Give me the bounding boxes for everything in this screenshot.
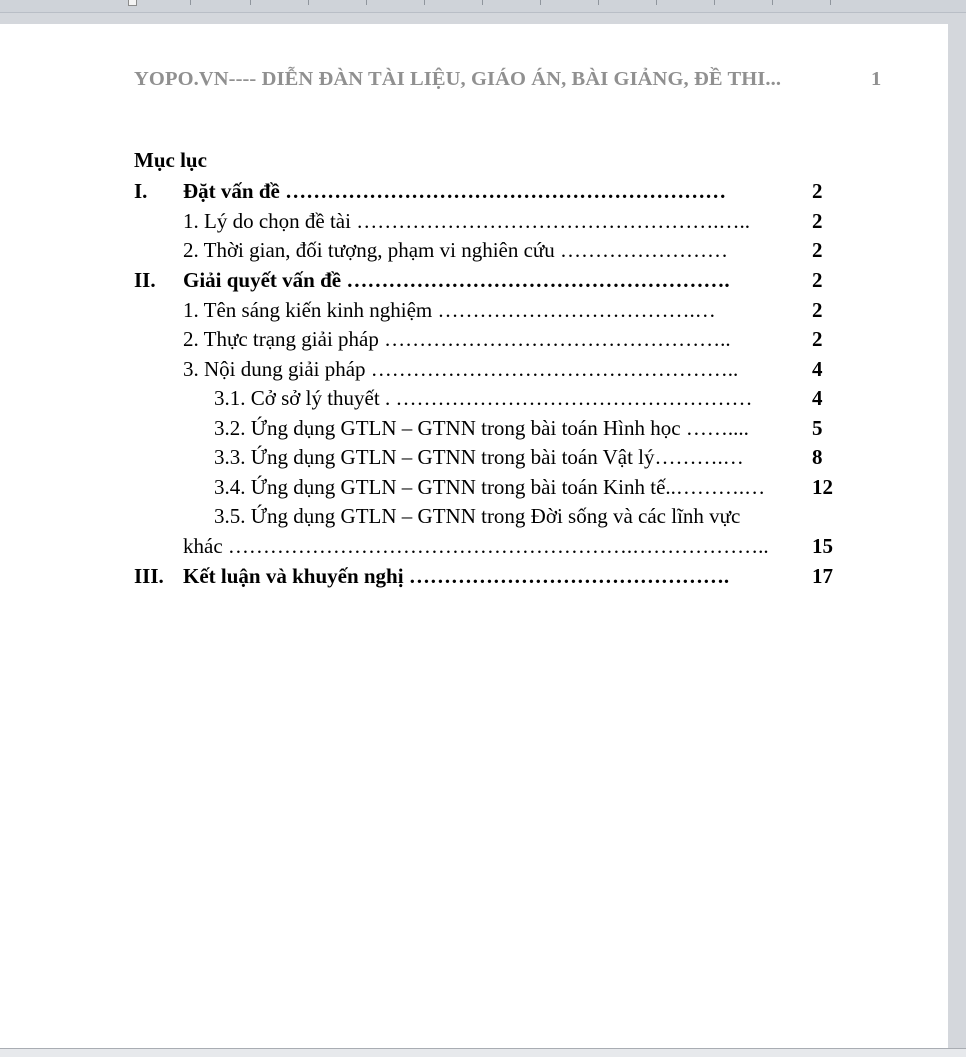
toc-entry-page: 2 <box>812 209 823 233</box>
toc-entry-co-so-ly-thuyet[interactable] <box>134 386 854 416</box>
toc-entry-text: 3.5. Ứng dụng GTLN – GTNN trong Đời sống và các lĩnh vực <box>214 504 741 528</box>
toc-entry-text: 2. Thời gian, đối tượng, phạm vi nghiên cứu …………………… <box>183 238 729 262</box>
toc-entry-text: khác ………………………………………………….……………….. <box>183 534 769 558</box>
ruler-tick <box>540 0 541 5</box>
toc-heading: Mục lục <box>134 148 207 172</box>
toc-entry-text: 3.1. Cở sở lý thuyết . …………………………………………… <box>214 386 753 410</box>
toc-entry-page: 2 <box>812 179 823 203</box>
toc-entry-number: III. <box>134 564 164 588</box>
header-page-number: 1 <box>871 68 882 90</box>
toc-entry-thoi-gian-doi-tuong[interactable] <box>134 238 854 268</box>
toc-entry-number: II. <box>134 268 156 292</box>
ruler-tick <box>424 0 425 5</box>
toc-entry-ung-dung-vat-ly[interactable] <box>134 445 854 475</box>
ruler-tick <box>190 0 191 5</box>
toc-entry-page: 2 <box>812 268 823 292</box>
ruler-indent-marker[interactable] <box>128 0 137 6</box>
header-title: YOPO.VN---- DIỄN ĐÀN TÀI LIỆU, GIÁO ÁN, BÀI GIẢNG, ĐỀ THI... <box>134 68 782 90</box>
toc-entry-page: 12 <box>812 475 833 499</box>
toc-entry-text: 3.3. Ứng dụng GTLN – GTNN trong bài toán Vật lý……….… <box>214 445 744 469</box>
toc-entry-page: 4 <box>812 386 823 410</box>
toc-entry-ly-do-chon-de-tai[interactable] <box>134 209 854 239</box>
toc-entry-page: 2 <box>812 327 823 351</box>
ruler-tick <box>482 0 483 5</box>
toc-entry-giai-quyet-van-de[interactable] <box>134 268 854 298</box>
page-gutter-right <box>948 24 966 1048</box>
ruler-tick <box>598 0 599 5</box>
toc-entry-ket-luan[interactable] <box>134 564 854 594</box>
toc-entry-page: 2 <box>812 298 823 322</box>
toc-entry-text: 3.4. Ứng dụng GTLN – GTNN trong bài toán Kinh tế..……….… <box>214 475 766 499</box>
toc-entry-ung-dung-doi-song[interactable] <box>134 504 854 534</box>
toc-entry-text: 1. Tên sáng kiến kinh nghiệm ……………………………….… <box>183 298 716 322</box>
toc-entry-text: Kết luận và khuyến nghị ………………………………………. <box>183 564 730 588</box>
toc-entry-page: 4 <box>812 357 823 381</box>
toc-entry-page: 5 <box>812 416 823 440</box>
toc-entry-dat-van-de[interactable] <box>134 179 854 209</box>
ruler-tick <box>830 0 831 5</box>
toc-entry-thuc-trang-giai-phap[interactable] <box>134 327 854 357</box>
ruler-tick <box>308 0 309 5</box>
toc-entry-text: 2. Thực trạng giải pháp ………………………………………….. <box>183 327 731 351</box>
toc-entry-ung-dung-kinh-te[interactable] <box>134 475 854 505</box>
toc-entry-page: 8 <box>812 445 823 469</box>
ruler-tick <box>656 0 657 5</box>
toc-entry-text: Đặt vấn đề ……………………………………………………… <box>183 179 727 203</box>
toc-entry-noi-dung-giai-phap[interactable] <box>134 357 854 387</box>
toc-entry-text: Giải quyết vấn đề ………………………………………………. <box>183 268 730 292</box>
ruler-tick <box>714 0 715 5</box>
toc-entry-page: 17 <box>812 564 833 588</box>
ruler-strip <box>0 0 966 13</box>
ruler-tick <box>250 0 251 5</box>
toc-entry-page: 2 <box>812 238 823 262</box>
toc-entry-text: 3.2. Ứng dụng GTLN – GTNN trong bài toán Hình học …….... <box>214 416 749 440</box>
ruler-tick <box>772 0 773 5</box>
toc-entry-number: I. <box>134 179 148 203</box>
ruler-tick <box>366 0 367 5</box>
toc-entry-text: 1. Lý do chọn đề tài …………………………………………….….. <box>183 209 750 233</box>
toc-entry-ung-dung-hinh-hoc[interactable] <box>134 416 854 446</box>
toc-entry-ung-dung-doi-song-cont[interactable] <box>134 534 854 564</box>
toc-entry-page: 15 <box>812 534 833 558</box>
toc-entry-ten-sang-kien[interactable] <box>134 298 854 328</box>
toc-entry-text: 3. Nội dung giải pháp …………………………………………….. <box>183 357 739 381</box>
